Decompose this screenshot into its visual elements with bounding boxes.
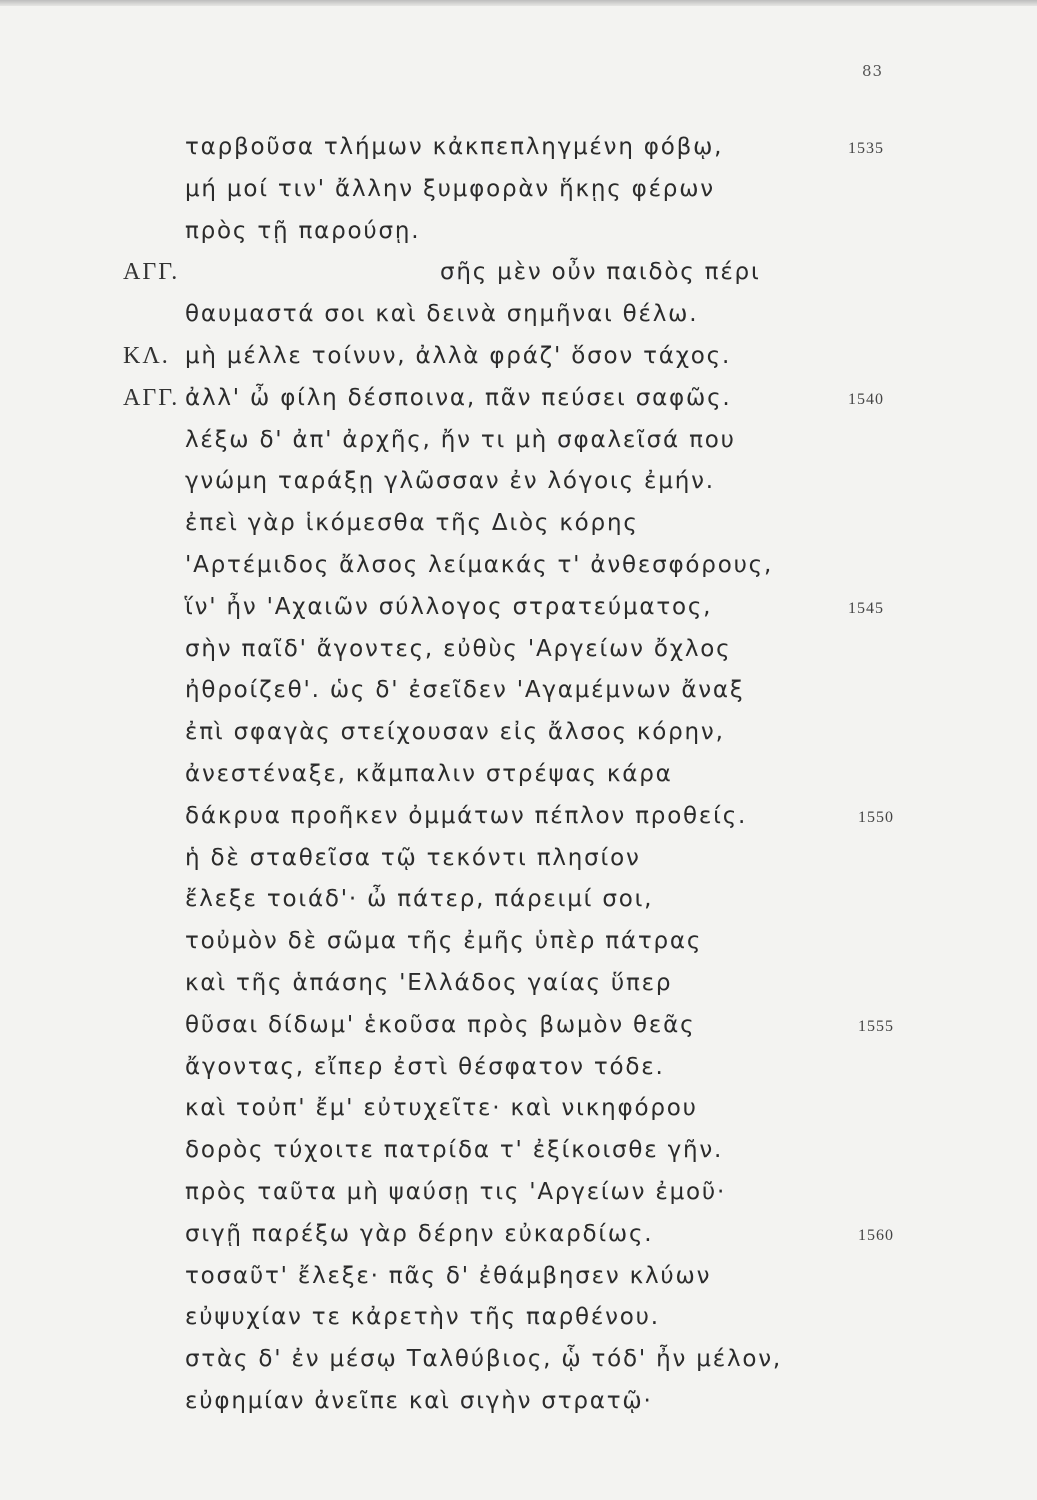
verse-line [0, 546, 1037, 588]
verse-line [0, 880, 1037, 922]
verse-line [0, 1173, 1037, 1215]
verse-line [0, 964, 1037, 1006]
verse-line [0, 379, 1037, 421]
verse-text: ἡ δὲ σταθεῖσα τῷ τεκόντι πλησίον [185, 844, 641, 871]
speaker-label: ΑΓΓ. [123, 384, 180, 411]
verse-line [0, 630, 1037, 672]
verse-text: ἐπεὶ γὰρ ἱκόμεσθα τῆς Διὸς κόρης [185, 510, 639, 537]
verse-text: ἀλλ' ὦ φίλη δέσποινα, πᾶν πεύσει σαφῶς. [185, 384, 732, 411]
verse-text: καὶ τοὐπ' ἔμ' εὐτυχεῖτε· καὶ νικηφόρου [185, 1095, 698, 1122]
page-number: 83 [862, 62, 884, 80]
verse-text: δορὸς τύχοιτε πατρίδα τ' ἐξίκοισθε γῆν. [185, 1137, 724, 1164]
verse-text: ἠθροίζεθ'. ὡς δ' ἐσεῖδεν 'Αγαμέμνων ἄναξ [185, 677, 745, 704]
verse-text: πρὸς ταῦτα μὴ ψαύσῃ τις 'Αργείων ἐμοῦ· [185, 1179, 727, 1205]
verse-line [0, 713, 1037, 755]
verse-line [0, 755, 1037, 797]
line-number: 1550 [858, 808, 894, 826]
verse-line [0, 421, 1037, 463]
verse-line [0, 504, 1037, 546]
verse-line [0, 170, 1037, 212]
verse-line [0, 839, 1037, 881]
verse-text: λέξω δ' ἀπ' ἀρχῆς, ἤν τι μὴ σφαλεῖσά που [185, 426, 736, 453]
verse-text: στὰς δ' ἐν μέσῳ Ταλθύβιος, ᾧ τόδ' ἦν μέλον, [185, 1346, 782, 1373]
verse-line [0, 1382, 1037, 1424]
verse-line [0, 1257, 1037, 1299]
verse-text: γνώμη ταράξῃ γλῶσσαν ἐν λόγοις ἐμήν. [185, 468, 715, 495]
verse-text: θαυμαστά σοι καὶ δεινὰ σημῆναι θέλω. [185, 301, 699, 328]
verse-line [0, 1298, 1037, 1340]
verse-text: μὴ μέλλε τοίνυν, ἀλλὰ φράζ' ὅσον τάχος. [185, 343, 732, 369]
verse-line [0, 295, 1037, 337]
verse-text: εὐψυχίαν τε κἀρετὴν τῆς παρθένου. [185, 1304, 660, 1331]
verse-line [0, 1006, 1037, 1048]
verse-line [0, 797, 1037, 839]
verse-text: σιγῇ παρέξω γὰρ δέρην εὐκαρδίως. [185, 1220, 654, 1247]
verse-text: ἐπὶ σφαγὰς στείχουσαν εἰς ἄλσος κόρην, [185, 719, 725, 746]
verse-text: ἔλεξε τοιάδ'· ὦ πάτερ, πάρειμί σοι, [185, 886, 654, 913]
verse-line [0, 1215, 1037, 1257]
speaker-label: ΑΓΓ. [123, 259, 180, 286]
verse-line [0, 1089, 1037, 1131]
verse-text: δάκρυα προῆκεν ὀμμάτων πέπλον προθείς. [185, 802, 748, 829]
verse-text: 'Αρτέμιδος ἄλσος λείμακάς τ' ἀνθεσφόρους, [185, 552, 774, 578]
verse-line [0, 588, 1037, 630]
verse-text: ἀνεστέναξε, κἄμπαλιν στρέψας κάρα [185, 761, 673, 787]
verse-text: ἵν' ἦν 'Αχαιῶν σύλλογος στρατεύματος, [185, 593, 713, 620]
verse-line [0, 1340, 1037, 1382]
speaker-label: ΚΛ. [123, 343, 170, 369]
verse-text: καὶ τῆς ἁπάσης 'Ελλάδος γαίας ὕπερ [185, 970, 673, 996]
verse-text: ἄγοντας, εἴπερ ἐστὶ θέσφατον τόδε. [185, 1053, 665, 1080]
verse-line [0, 128, 1037, 170]
line-number: 1555 [858, 1017, 894, 1035]
verse-line [0, 922, 1037, 964]
verse-text: μή μοί τιν' ἄλλην ξυμφορὰν ἥκῃς φέρων [185, 175, 715, 202]
verse-line [0, 337, 1037, 379]
verse-line [0, 671, 1037, 713]
verse-text: σῆς μὲν οὖν παιδὸς πέρι [440, 259, 761, 286]
verse-text: ταρβοῦσα τλήμων κἀκπεπληγμένη φόβῳ, [185, 134, 724, 160]
verse-text: θῦσαι δίδωμ' ἑκοῦσα πρὸς βωμὸν θεᾶς [185, 1011, 696, 1038]
verse-text: πρὸς τῇ παρούσῃ. [185, 217, 421, 244]
line-number: 1545 [848, 599, 884, 617]
line-number: 1540 [848, 390, 884, 408]
scan-top-edge [0, 0, 1037, 6]
verse-text: τοσαῦτ' ἔλεξε· πᾶς δ' ἐθάμβησεν κλύων [185, 1262, 712, 1289]
verse-line [0, 1048, 1037, 1090]
verse-line [0, 253, 1037, 295]
line-number: 1535 [848, 140, 884, 157]
verse-text: τοὐμὸν δὲ σῶμα τῆς ἐμῆς ὑπὲρ πάτρας [185, 928, 703, 955]
verse-text: σὴν παῖδ' ἄγοντες, εὐθὺς 'Αργείων ὄχλος [185, 635, 732, 662]
verse-line [0, 1131, 1037, 1173]
verse-line [0, 212, 1037, 254]
line-number: 1560 [858, 1226, 894, 1244]
verse-text: εὐφημίαν ἀνεῖπε καὶ σιγὴν στρατῷ· [185, 1388, 653, 1414]
verse-line [0, 462, 1037, 504]
